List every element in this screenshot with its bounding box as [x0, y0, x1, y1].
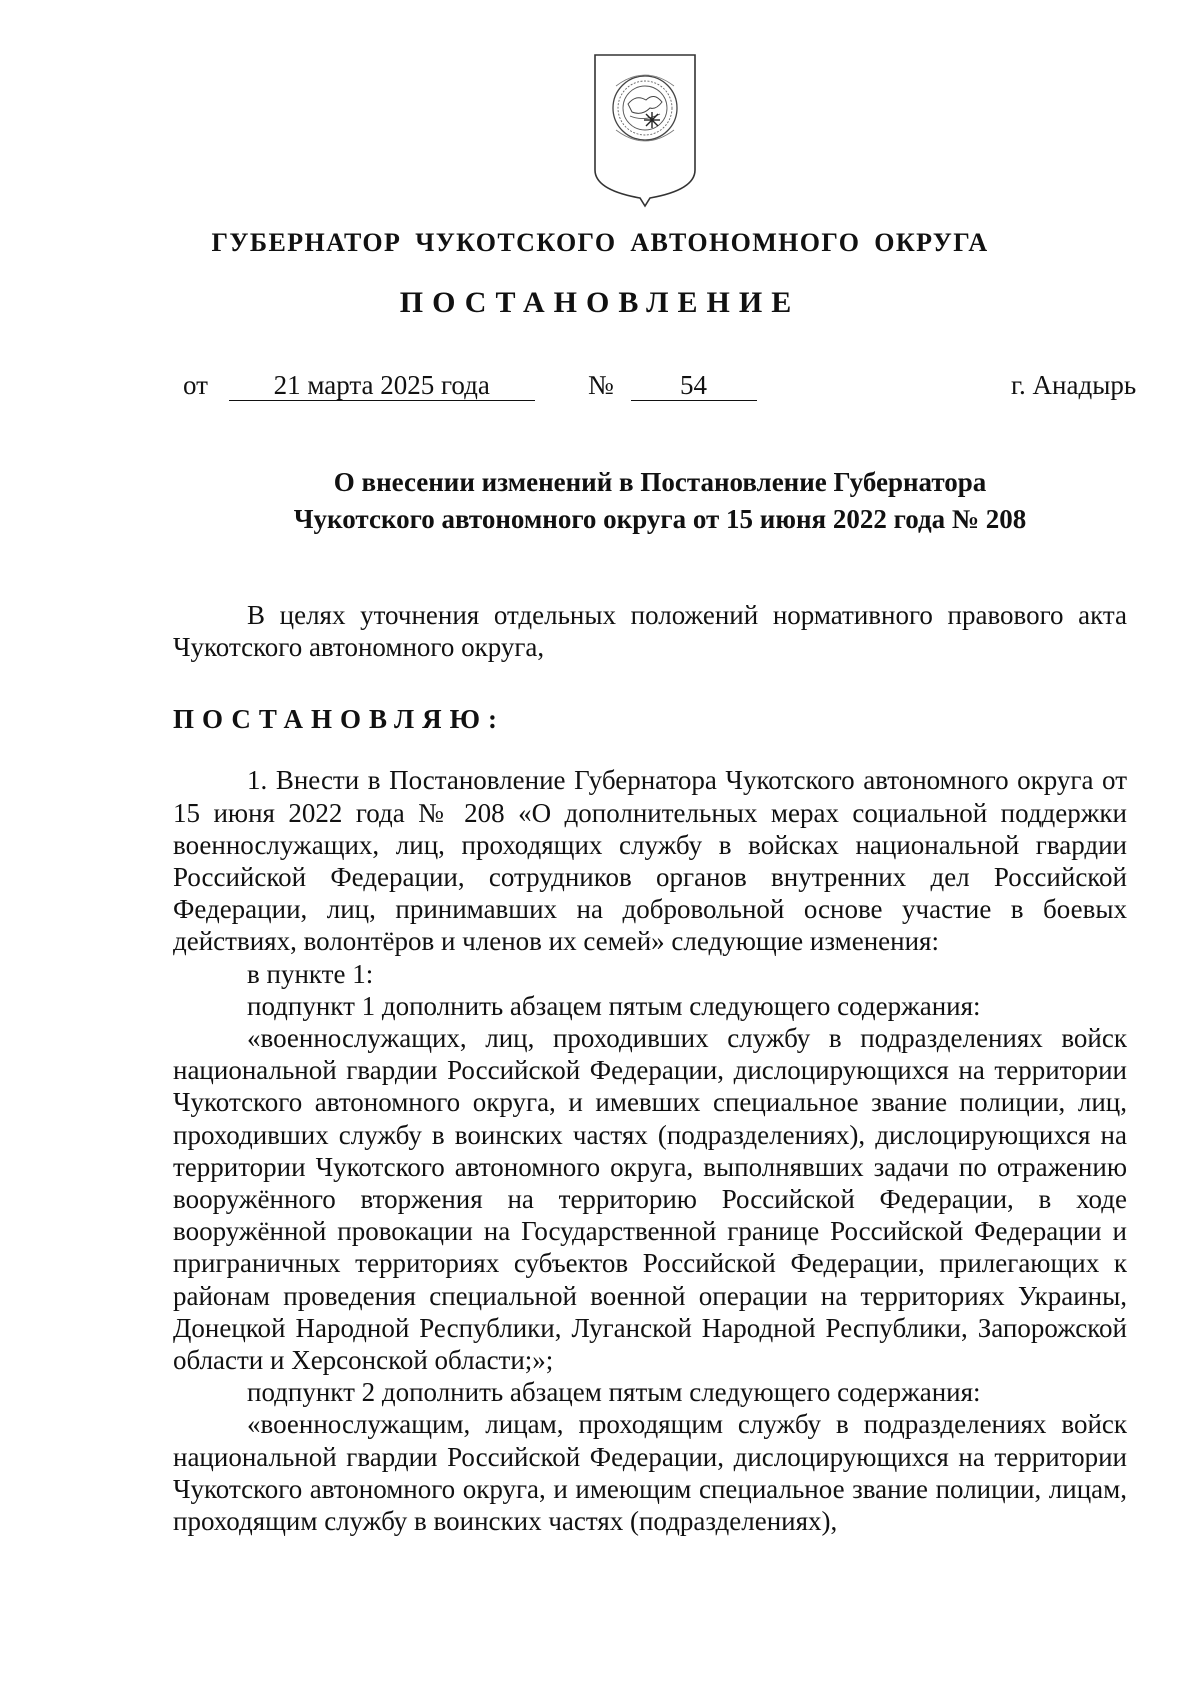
from-label: от	[183, 370, 208, 400]
document-number: 54	[631, 370, 757, 401]
shield-icon	[592, 52, 698, 208]
body-paragraph: подпункт 1 дополнить абзацем пятым следующего содержания:	[247, 990, 981, 1021]
subject-line-2: Чукотского автономного округа от 15 июня 2022 года № 208	[293, 504, 1027, 534]
subject-line-1: О внесении изменений в Постановление Губернатора	[333, 467, 987, 497]
document-body	[173, 599, 1127, 1537]
document-city: г. Анадырь	[1011, 370, 1137, 400]
coat-of-arms-emblem	[592, 52, 698, 208]
body-paragraph: в пункте 1:	[247, 958, 374, 989]
document-type-title: ПОСТАНОВЛЕНИЕ	[399, 286, 801, 319]
preamble-paragraph: В целях уточнения отдельных положений нормативного правового акта Чукотского автономного округа,	[173, 600, 1127, 663]
date-row	[183, 368, 535, 402]
document-subject	[0, 464, 1200, 538]
body-paragraph: подпункт 2 дополнить абзацем пятым следующего содержания:	[247, 1377, 981, 1408]
issuing-authority: ГУБЕРНАТОР ЧУКОТСКОГО АВТОНОМНОГО ОКРУГА	[211, 228, 989, 257]
body-paragraph: «военнослужащим, лицам, проходящим службу в подразделениях войск национальной гвардии Российской Федерации, дислоцирующихся на территории Чукотского автономного округа, и имеющим специальное звание полиции, лицам, проходящим службу в воинских частях (подразделениях),	[173, 1409, 1127, 1537]
number-row	[588, 368, 757, 402]
number-label: №	[588, 370, 614, 400]
document-date: 21 марта 2025 года	[229, 370, 535, 401]
body-paragraph: 1. Внести в Постановление Губернатора Чукотского автономного округа от 15 июня 2022 года № 208 «О дополнительных мерах социальной поддержки военнослужащих, лиц, проходящих службу в войсках национальной гвардии Российской Федерации, сотрудников органов внутренних дел Российской Федерации, лиц, принимавших на добровольной основе участие в боевых действиях, волонтёров и членов их семей» следующие изменения:	[173, 765, 1127, 957]
decree-word: ПОСТАНОВЛЯЮ:	[173, 704, 505, 735]
body-paragraph: «военнослужащих, лиц, проходивших службу в подразделениях войск национальной гвардии Российской Федерации, дислоцирующихся на территории Чукотского автономного округа, и имевших специальное звание полиции, лиц, проходивших службу в воинских частях (подразделениях), дислоцирующихся на территории Чукотского автономного округа, выполнявших задачи по отражению вооружённого вторжения на территорию Российской Федерации, в ходе вооружённой провокации на Государственной границе Российской Федерации и приграничных территориях субъектов Российской Федерации, прилегающих к районам проведения специальной военной операции на территориях Украины, Донецкой Народной Республики, Луганской Народной Республики, Запорожской области и Херсонской области;»;	[173, 1023, 1127, 1376]
